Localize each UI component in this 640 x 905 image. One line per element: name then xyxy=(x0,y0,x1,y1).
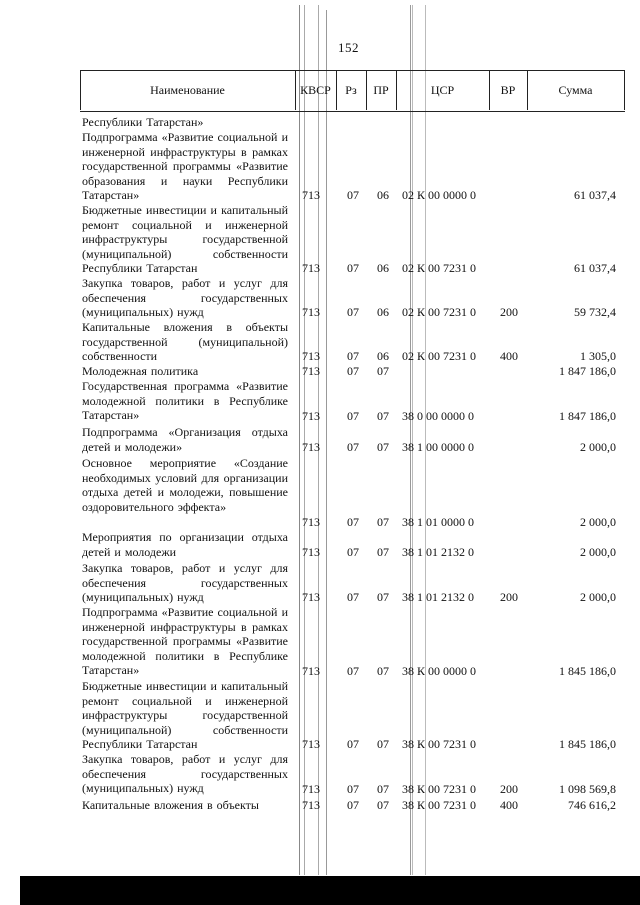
row-rz: 07 xyxy=(347,782,359,796)
row-pr: 07 xyxy=(377,782,389,796)
row-kvsr: 713 xyxy=(302,737,320,751)
header-csr: ЦСР xyxy=(430,83,455,97)
row-kvsr: 713 xyxy=(302,782,320,796)
row-csr: 38 1 01 2132 0 xyxy=(402,590,474,604)
row-rz: 07 xyxy=(347,364,359,378)
scan-bottom-border xyxy=(20,876,640,905)
header-vr: ВР xyxy=(500,83,516,97)
row-rz: 07 xyxy=(347,737,359,751)
row-kvsr: 713 xyxy=(302,664,320,678)
row-csr: 38 0 00 0000 0 xyxy=(402,409,474,423)
row-csr: 02 К 00 7231 0 xyxy=(402,349,477,363)
row-csr: 02 К 00 0000 0 xyxy=(402,188,477,202)
row-name: Подпрограмма «Развитие социальной и инженерной инфраструктуры в рамках государственной программы «Развитие образования и науки Республики Татарстан» xyxy=(82,130,288,203)
row-pr: 07 xyxy=(377,515,389,529)
row-name: Бюджетные инвестиции и капитальный ремонт социальной и инженерной инфраструктуры государственной (муниципальной) собственности Республики Татарстан xyxy=(82,679,288,752)
row-name: Молодежная политика xyxy=(82,364,199,378)
row-rz: 07 xyxy=(347,409,359,423)
row-csr: 38 К 00 7231 0 xyxy=(402,798,477,812)
row-pr: 07 xyxy=(377,545,389,559)
row-pr: 07 xyxy=(377,798,389,812)
row-csr: 38 К 00 7231 0 xyxy=(402,737,477,751)
row-rz: 07 xyxy=(347,305,359,319)
row-csr: 02 К 00 7231 0 xyxy=(402,261,477,275)
row-kvsr: 713 xyxy=(302,261,320,275)
row-name: Закупка товаров, работ и услуг для обеспечения государственных (муниципальных) нужд xyxy=(82,276,288,320)
row-vr: 400 xyxy=(500,798,518,812)
row-name: Подпрограмма «Организация отдыха детей и молодежи» xyxy=(82,425,288,454)
row-rz: 07 xyxy=(347,440,359,454)
row-sum: 2 000,0 xyxy=(580,440,616,454)
row-name: Мероприятия по организации отдыха детей и молодежи xyxy=(82,530,288,559)
row-sum: 1 305,0 xyxy=(580,349,616,363)
header-rz: Рз xyxy=(345,83,357,97)
row-rz: 07 xyxy=(347,545,359,559)
scan-artifact-line xyxy=(299,5,300,875)
row-csr: 38 К 00 0000 0 xyxy=(402,664,477,678)
row-sum: 1 847 186,0 xyxy=(559,409,616,423)
row-name: Государственная программа «Развитие молодежной политики в Республике Татарстан» xyxy=(82,379,288,423)
header-bottom-rule xyxy=(80,111,625,112)
row-vr: 200 xyxy=(500,782,518,796)
row-vr: 200 xyxy=(500,590,518,604)
row-name: Республики Татарстан» xyxy=(82,115,204,129)
row-pr: 07 xyxy=(377,440,389,454)
row-rz: 07 xyxy=(347,590,359,604)
row-rz: 07 xyxy=(347,188,359,202)
row-csr: 38 1 01 2132 0 xyxy=(402,545,474,559)
row-rz: 07 xyxy=(347,349,359,363)
row-sum: 2 000,0 xyxy=(580,515,616,529)
row-kvsr: 713 xyxy=(302,188,320,202)
row-kvsr: 713 xyxy=(302,798,320,812)
row-pr: 07 xyxy=(377,737,389,751)
row-csr: 38 К 00 7231 0 xyxy=(402,782,477,796)
row-vr: 200 xyxy=(500,305,518,319)
row-kvsr: 713 xyxy=(302,305,320,319)
header-name: Наименование xyxy=(150,83,225,97)
row-sum: 1 845 186,0 xyxy=(559,737,616,751)
row-sum: 61 037,4 xyxy=(574,188,616,202)
row-name: Основное мероприятие «Создание необходимых условий для организации отдыха детей и молодежи, повышение оздоровительного эффекта» xyxy=(82,456,288,514)
row-rz: 07 xyxy=(347,261,359,275)
row-pr: 06 xyxy=(377,261,389,275)
row-kvsr: 713 xyxy=(302,349,320,363)
row-pr: 07 xyxy=(377,409,389,423)
row-sum: 1 847 186,0 xyxy=(559,364,616,378)
row-csr: 38 1 00 0000 0 xyxy=(402,440,474,454)
row-name: Закупка товаров, работ и услуг для обеспечения государственных (муниципальных) нужд xyxy=(82,561,288,605)
row-name: Капитальные вложения в объекты государственной (муниципальной) собственности xyxy=(82,320,288,364)
row-rz: 07 xyxy=(347,515,359,529)
row-pr: 06 xyxy=(377,305,389,319)
header-pr: ПР xyxy=(373,83,389,97)
row-kvsr: 713 xyxy=(302,515,320,529)
row-pr: 07 xyxy=(377,364,389,378)
row-pr: 07 xyxy=(377,664,389,678)
row-sum: 746 616,2 xyxy=(568,798,616,812)
header-sum: Сумма xyxy=(558,83,593,97)
row-rz: 07 xyxy=(347,798,359,812)
row-pr: 06 xyxy=(377,188,389,202)
row-sum: 1 845 186,0 xyxy=(559,664,616,678)
row-sum: 61 037,4 xyxy=(574,261,616,275)
row-sum: 2 000,0 xyxy=(580,545,616,559)
row-pr: 06 xyxy=(377,349,389,363)
row-name: Подпрограмма «Развитие социальной и инженерной инфраструктуры в рамках государственной программы «Развитие молодежной политики в Республике Татарстан» xyxy=(82,605,288,678)
row-sum: 2 000,0 xyxy=(580,590,616,604)
row-name: Бюджетные инвестиции и капитальный ремонт социальной и инженерной инфраструктуры государственной (муниципальной) собственности Республики Татарстан xyxy=(82,203,288,276)
row-sum: 59 732,4 xyxy=(574,305,616,319)
row-kvsr: 713 xyxy=(302,545,320,559)
row-kvsr: 713 xyxy=(302,590,320,604)
row-rz: 07 xyxy=(347,664,359,678)
row-name: Закупка товаров, работ и услуг для обеспечения государственных (муниципальных) нужд xyxy=(82,752,288,796)
row-pr: 07 xyxy=(377,590,389,604)
row-sum: 1 098 569,8 xyxy=(559,782,616,796)
header-divider xyxy=(624,70,625,110)
row-kvsr: 713 xyxy=(302,440,320,454)
row-csr: 38 1 01 0000 0 xyxy=(402,515,474,529)
row-name: Капитальные вложения в объекты xyxy=(82,798,259,812)
row-kvsr: 713 xyxy=(302,364,320,378)
header-kvsr: КВСР xyxy=(300,83,331,97)
row-kvsr: 713 xyxy=(302,409,320,423)
row-csr: 02 К 00 7231 0 xyxy=(402,305,477,319)
row-vr: 400 xyxy=(500,349,518,363)
page-number: 152 xyxy=(338,40,359,55)
